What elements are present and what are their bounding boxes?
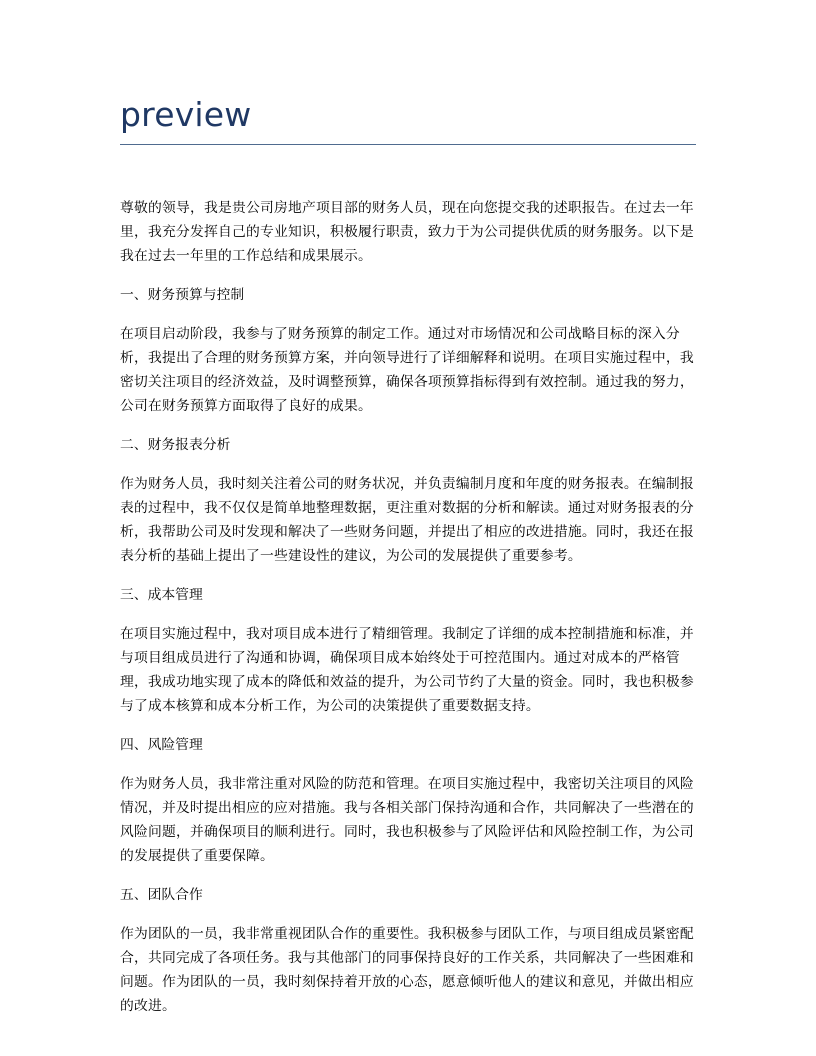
- section-heading: 二、财务报表分析: [120, 437, 231, 453]
- section-heading: 五、团队合作: [120, 887, 203, 903]
- document-body: [120, 196, 696, 1033]
- section-heading: 三、成本管理: [120, 587, 203, 603]
- section-paragraph: 作为财务人员，我时刻关注着公司的财务状况，并负责编制月度和年度的财务报表。在编制报表的过程中，我不仅仅是简单地整理数据，更注重对数据的分析和解读。通过对财务报表的分析，我帮助公司及时发现和解决了一些财务问题，并提出了相应的改进措施。同时，我还在报表分析的基础上提出了一些建设性的建议，为公司的发展提供了重要参考。: [120, 476, 694, 564]
- page-title: preview: [120, 95, 252, 134]
- section-paragraph: 在项目实施过程中，我对项目成本进行了精细管理。我制定了详细的成本控制措施和标准，并与项目组成员进行了沟通和协调，确保项目成本始终处于可控范围内。通过对成本的严格管理，我成功地实现了成本的降低和效益的提升，为公司节约了大量的资金。同时，我也积极参与了成本核算和成本分析工作，为公司的决策提供了重要数据支持。: [120, 626, 694, 714]
- section-budget: [120, 283, 696, 418]
- section-heading: 四、风险管理: [120, 737, 203, 753]
- section-paragraph: 作为团队的一员，我非常重视团队合作的重要性。我积极参与团队工作，与项目组成员紧密配合，共同完成了各项任务。我与其他部门的同事保持良好的工作关系，共同解决了一些困难和问题。作为团队的一员，我时刻保持着开放的心态，愿意倾听他人的建议和意见，并做出相应的改进。: [120, 926, 694, 1014]
- title-divider: [120, 144, 696, 145]
- section-heading: 一、财务预算与控制: [120, 287, 245, 303]
- section-cost-management: [120, 583, 696, 718]
- intro-paragraph: 尊敬的领导，我是贵公司房地产项目部的财务人员，现在向您提交我的述职报告。在过去一年里，我充分发挥自己的专业知识，积极履行职责，致力于为公司提供优质的财务服务。以下是我在过去一年里的工作总结和成果展示。: [120, 200, 694, 264]
- section-paragraph: 作为财务人员，我非常注重对风险的防范和管理。在项目实施过程中，我密切关注项目的风险情况，并及时提出相应的应对措施。我与各相关部门保持沟通和合作，共同解决了一些潜在的风险问题，并确保项目的顺利进行。同时，我也积极参与了风险评估和风险控制工作，为公司的发展提供了重要保障。: [120, 776, 694, 864]
- section-risk-management: [120, 733, 696, 868]
- section-financial-statements: [120, 433, 696, 568]
- section-paragraph: 在项目启动阶段，我参与了财务预算的制定工作。通过对市场情况和公司战略目标的深入分析，我提出了合理的财务预算方案，并向领导进行了详细解释和说明。在项目实施过程中，我密切关注项目的经济效益，及时调整预算，确保各项预算指标得到有效控制。通过我的努力，公司在财务预算方面取得了良好的成果。: [120, 326, 694, 414]
- section-teamwork: [120, 883, 696, 1018]
